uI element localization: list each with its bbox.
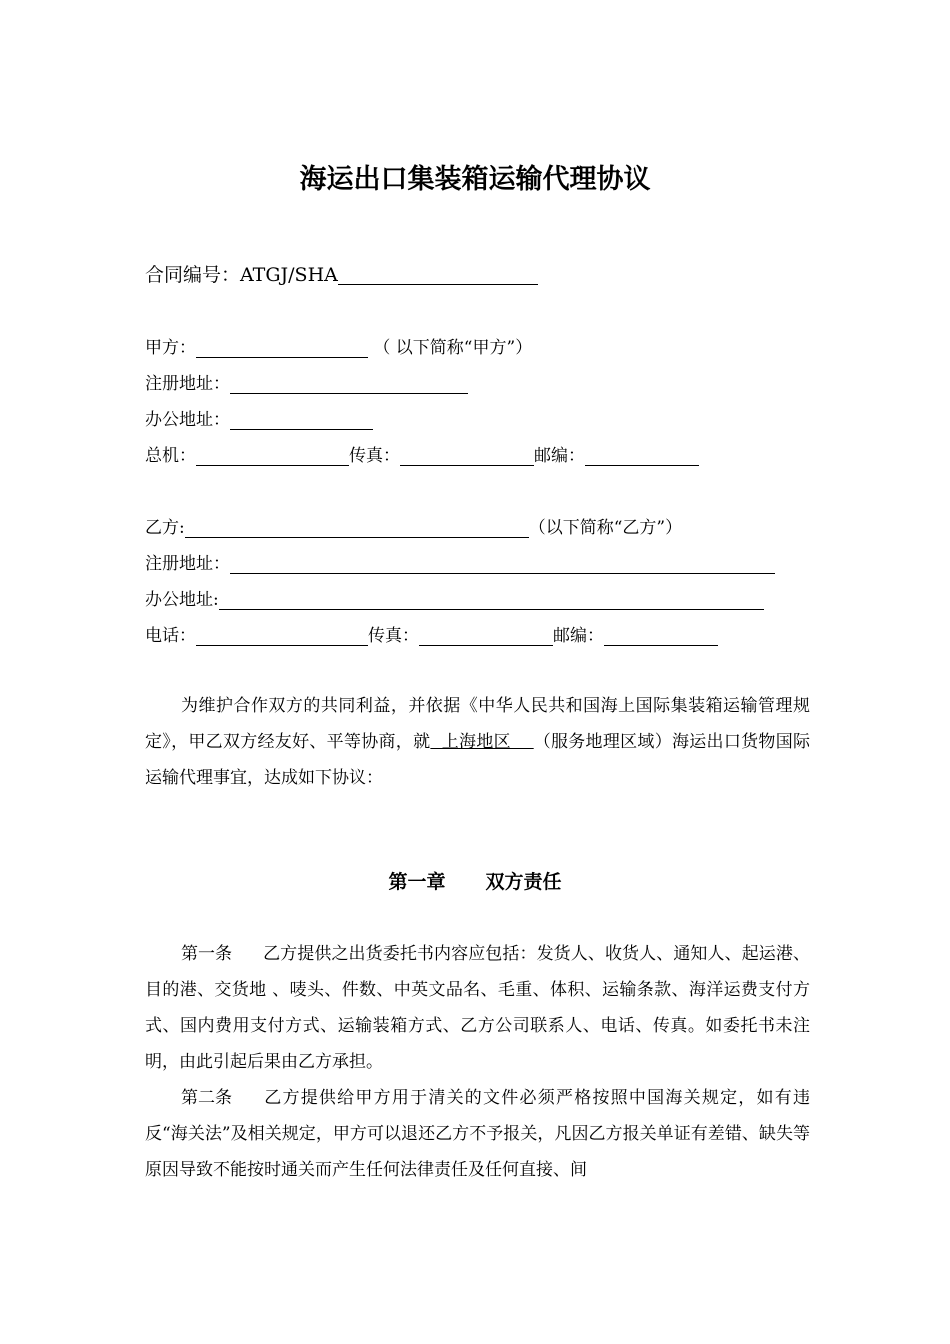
party-a-office-address-label: 办公地址： — [145, 410, 230, 430]
party-a-reg-address-line — [145, 374, 468, 394]
article-1 — [145, 936, 810, 1080]
article-1-text: 乙方提供之出货委托书内容应包括：发货人、收货人、通知人、起运港、目的港、交货地 、唛头、件数、中英文品名、毛重、体积、运输条款、海洋运费支付方式、国内费用支付方式、运输装箱方式、乙方公司联系人、电话、传真。如委托书未注明，由此引起后果由乙方承担。 — [145, 944, 810, 1072]
party-a-office-address-blank — [230, 410, 373, 430]
article-2 — [145, 1080, 810, 1200]
intro-text-1: 为维护合作双方的共同利益，并依据《中华人民共和国海上国际集装箱运输管理规定》，甲乙双方经友好、平等协商，就 — [145, 696, 810, 752]
party-b-fax-blank — [419, 626, 553, 646]
party-a-phone-blank — [196, 446, 349, 466]
party-b-fax-label: 传真： — [368, 626, 419, 646]
party-b-office-address-label: 办公地址: — [145, 590, 219, 610]
party-b-phone-blank — [196, 626, 368, 646]
chapter-heading — [0, 867, 950, 894]
party-a-reg-address-label: 注册地址： — [145, 374, 230, 394]
party-a-postcode-label: 邮编： — [534, 446, 585, 466]
party-b-contact-line — [145, 626, 718, 646]
party-b-reg-address-blank — [230, 554, 775, 574]
party-a-fax-label: 传真： — [349, 446, 400, 466]
party-a-alias: （ 以下简称“甲方”） — [373, 338, 533, 358]
party-b-blank — [185, 518, 529, 538]
article-2-head: 第二条 — [181, 1088, 232, 1108]
party-b-label: 乙方: — [145, 518, 185, 538]
party-a-postcode-blank — [585, 446, 699, 466]
contract-number-label: 合同编号：ATGJ/SHA — [145, 264, 338, 286]
party-a-phone-label: 总机： — [145, 446, 196, 466]
party-a-line — [145, 338, 532, 358]
party-a-contact-line — [145, 446, 699, 466]
party-a-reg-address-blank — [230, 374, 468, 394]
party-a-blank — [196, 338, 368, 358]
party-b-postcode-label: 邮编： — [553, 626, 604, 646]
party-b-alias: （以下简称“乙方”） — [528, 518, 683, 538]
chapter-name: 双方责任 — [485, 871, 562, 893]
contract-number-line — [145, 265, 538, 285]
party-b-office-address-line — [145, 590, 764, 610]
document-title: 海运出口集装箱运输代理协议 — [299, 164, 651, 195]
party-b-reg-address-label: 注册地址： — [145, 554, 230, 574]
article-1-head: 第一条 — [181, 944, 232, 964]
service-region: 上海地区 — [430, 732, 534, 752]
party-b-reg-address-line — [145, 554, 775, 574]
intro-text-2: （服务地理区域）海运出口货物国际运输代理事宜，达成如下协议： — [145, 732, 810, 788]
party-a-fax-blank — [400, 446, 534, 466]
intro-paragraph — [145, 688, 810, 796]
party-b-office-address-blank — [219, 590, 764, 610]
party-b-phone-label: 电话： — [145, 626, 196, 646]
article-2-text: 乙方提供给甲方用于清关的文件必须严格按照中国海关规定，如有违反“海关法”及相关规定，甲方可以退还乙方不予报关，凡因乙方报关单证有差错、缺失等原因导致不能按时通关而产生任何法律责任及任何直接、间 — [145, 1088, 810, 1180]
party-b-line — [145, 518, 682, 538]
party-a-office-address-line — [145, 410, 373, 430]
party-b-postcode-blank — [604, 626, 718, 646]
party-a-label: 甲方： — [145, 338, 196, 358]
contract-number-blank — [338, 265, 538, 285]
chapter-number: 第一章 — [388, 871, 446, 893]
